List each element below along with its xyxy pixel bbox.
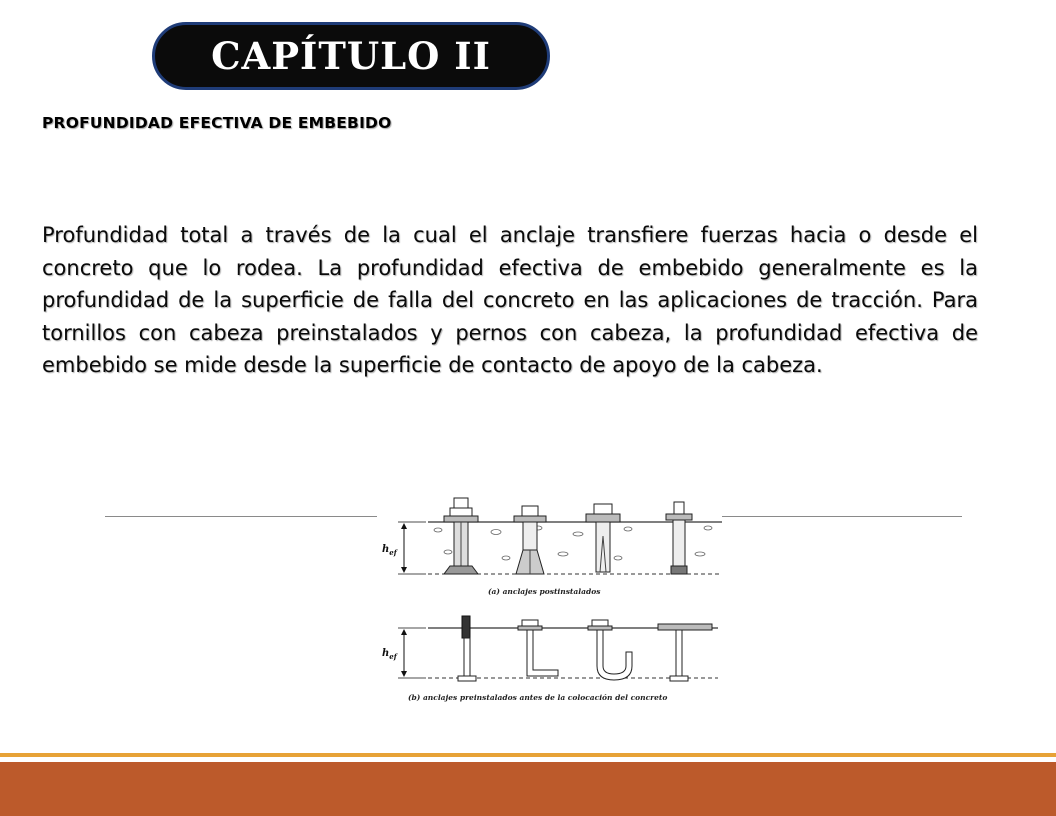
expansion-anchor-2 (514, 506, 546, 574)
expansion-anchor-1 (444, 498, 478, 574)
definition-paragraph: Profundidad total a través de la cual el anclaje transfiere fuerzas hacia o desde el concreto que lo rodea. La profundidad efectiva de embebido generalmente es la profundidad de la superficie de falla del concreto en las aplicaciones de tracción. Para tornillos con cabeza preinstalados y pernos con cabeza, la profundidad efectiva de embebido se mide desde la superficie de contacto de apoyo de la cabeza. (42, 223, 978, 377)
chapter-title-pill (152, 22, 550, 90)
divider-left (105, 516, 377, 517)
anchor-embedment-figure (378, 492, 722, 706)
footer-accent-line (0, 753, 1056, 757)
footer-bar (0, 762, 1056, 816)
concrete-aggregate (434, 526, 712, 560)
headed-stud-anchor (458, 616, 476, 681)
expansion-anchor-4 (666, 502, 692, 574)
j-bolt-anchor (588, 620, 632, 680)
embedded-plate-anchor (658, 624, 712, 681)
divider-right (722, 516, 962, 517)
cast-in-anchors-panel (382, 616, 718, 702)
section-title: PROFUNDIDAD EFECTIVA DE EMBEBIDO (42, 114, 392, 132)
caption-cast-in: (b) anclajes preinstalados antes de la colocación del concreto (408, 693, 668, 702)
expansion-anchor-3 (586, 504, 620, 572)
hef-label-bottom: $h_{ef}$ (382, 648, 397, 661)
post-installed-anchors-panel (382, 498, 722, 596)
chapter-title: CAPÍTULO II (211, 34, 491, 78)
caption-post-installed: (a) anclajes postinstalados (488, 587, 601, 596)
hef-label-top: $h_{ef}$ (382, 544, 397, 557)
